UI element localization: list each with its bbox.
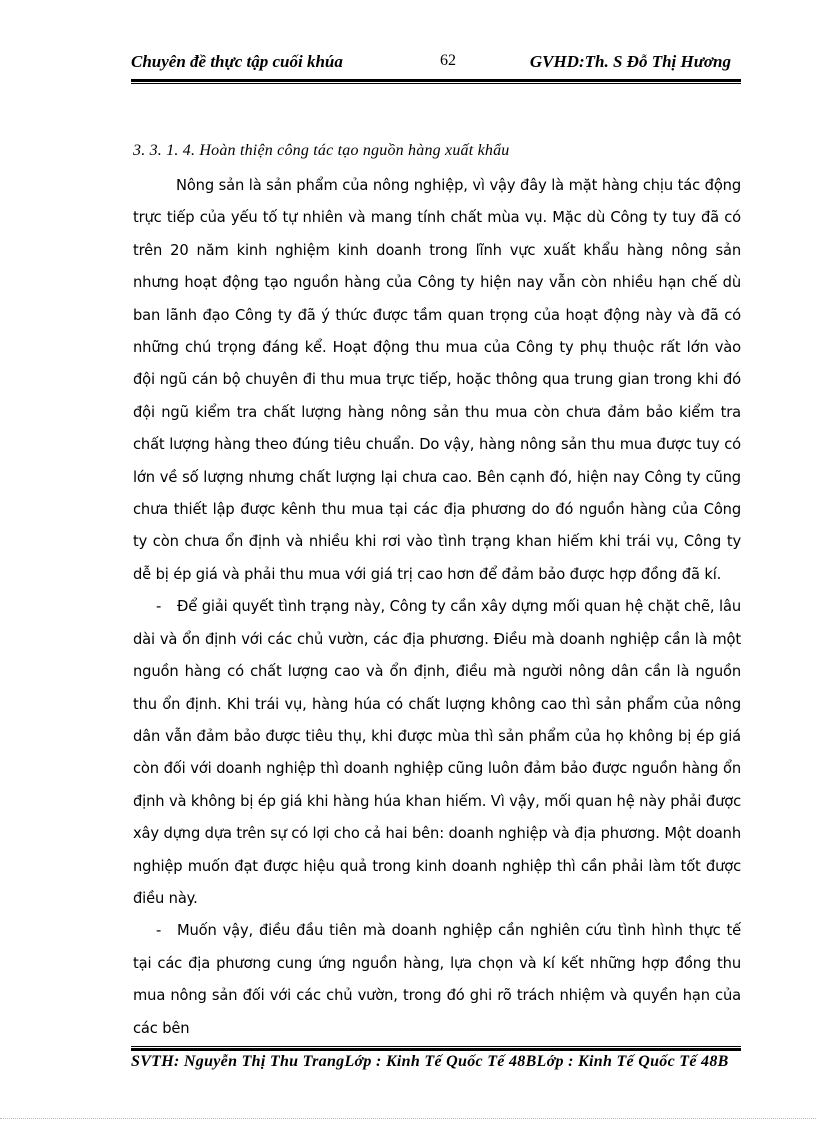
header-supervisor: GVHD:Th. S Đỗ Thị Hương [529, 52, 731, 71]
header-page-number: 62 [440, 52, 456, 69]
bullet-paragraph [133, 915, 741, 1045]
bullet-text: Để giải quyết tình trạng này, Công ty cần xây dựng mối quan hệ chặt chẽ, lâu dài và ổn định với các chủ vườn, các địa phương. Điều mà doanh nghiệp cần là một nguồn hàng có chất lượng cao và ổn định, điều mà người nông dân cần là nguồn thu ổn định. Khi trái vụ, hàng húa có chất lượng không cao thì sản phẩm của nông dân vẫn đảm bảo được tiêu thụ, khi được mùa thì sản phẩm của họ không bị ép giá còn đối với doanh nghiệp thì doanh nghiệp cũng luôn đảm bảo được nguồn hàng ổn định và không bị ép giá khi hàng húa khan hiếm. Vì vậy, mối quan hệ này phải được xây dựng dựa trên sự có lợi cho cả hai bên: doanh nghiệp và địa phương. Một doanh nghiệp muốn đạt được hiệu quả trong kinh doanh nghiệp thì cần phải làm tốt được điều này. [133, 598, 741, 907]
header-divider [131, 79, 741, 84]
bullet-text: Muốn vậy, điều đầu tiên mà doanh nghiệp cần nghiên cứu tình hình thực tế tại các địa phương cung ứng nguồn hàng, lựa chọn và kí kết những hợp đồng thu mua nông sản đối với các chủ vườn, trong đó ghi rõ trách nhiệm và quyền hạn của các bên [133, 922, 741, 1037]
body-text [133, 170, 741, 1045]
page-edge-dotted-line [0, 1118, 816, 1119]
bullet-marker: - [156, 922, 162, 940]
bullet-marker: - [156, 598, 162, 616]
header-report-title: Chuyên đề thực tập cuối khúa [131, 52, 343, 71]
footer-divider [131, 1046, 741, 1051]
paragraph: Nông sản là sản phẩm của nông nghiệp, vì vậy đây là mặt hàng chịu tác động trực tiếp của yếu tố tự nhiên và mang tính chất mùa vụ. Mặc dù Công ty tuy đã có trên 20 năm kinh nghiệm kinh doanh trong lĩnh vực xuất khẩu hàng nông sản nhưng hoạt động tạo nguồn hàng của Công ty hiện nay vẫn còn nhiều hạn chế dù ban lãnh đạo Công ty đã ý thức được tầm quan trọng của hoạt động này và đã có những chú trọng đáng kể. Hoạt động thu mua của Công ty phụ thuộc rất lớn vào đội ngũ cán bộ chuyên đi thu mua trực tiếp, hoặc thông qua trung gian trong khi đó đội ngũ kiểm tra chất lượng hàng nông sản thu mua còn chưa đảm bảo kiểm tra chất lượng hàng theo đúng tiêu chuẩn. Do vậy, hàng nông sản thu mua được tuy có lớn về số lượng nhưng chất lượng lại chưa cao. Bên cạnh đó, hiện nay Công ty cũng chưa thiết lập được kênh thu mua tại các địa phương do đó nguồn hàng của Công ty còn chưa ổn định và nhiều khi rơi vào tình trạng khan hiếm khi trái vụ, Công ty dễ bị ép giá và phải thu mua với giá trị cao hơn để đảm bảo được hợp đồng đã kí. [133, 177, 741, 583]
page-footer: SVTH: Nguyễn Thị Thu TrangLớp : Kinh Tế Quốc Tế 48BLớp : Kinh Tế Quốc Tế 48B [131, 1053, 729, 1070]
section-heading: 3. 3. 1. 4. Hoàn thiện công tác tạo nguồn hàng xuất khẩu [133, 142, 510, 159]
page-header [131, 50, 741, 78]
bullet-paragraph [133, 591, 741, 915]
